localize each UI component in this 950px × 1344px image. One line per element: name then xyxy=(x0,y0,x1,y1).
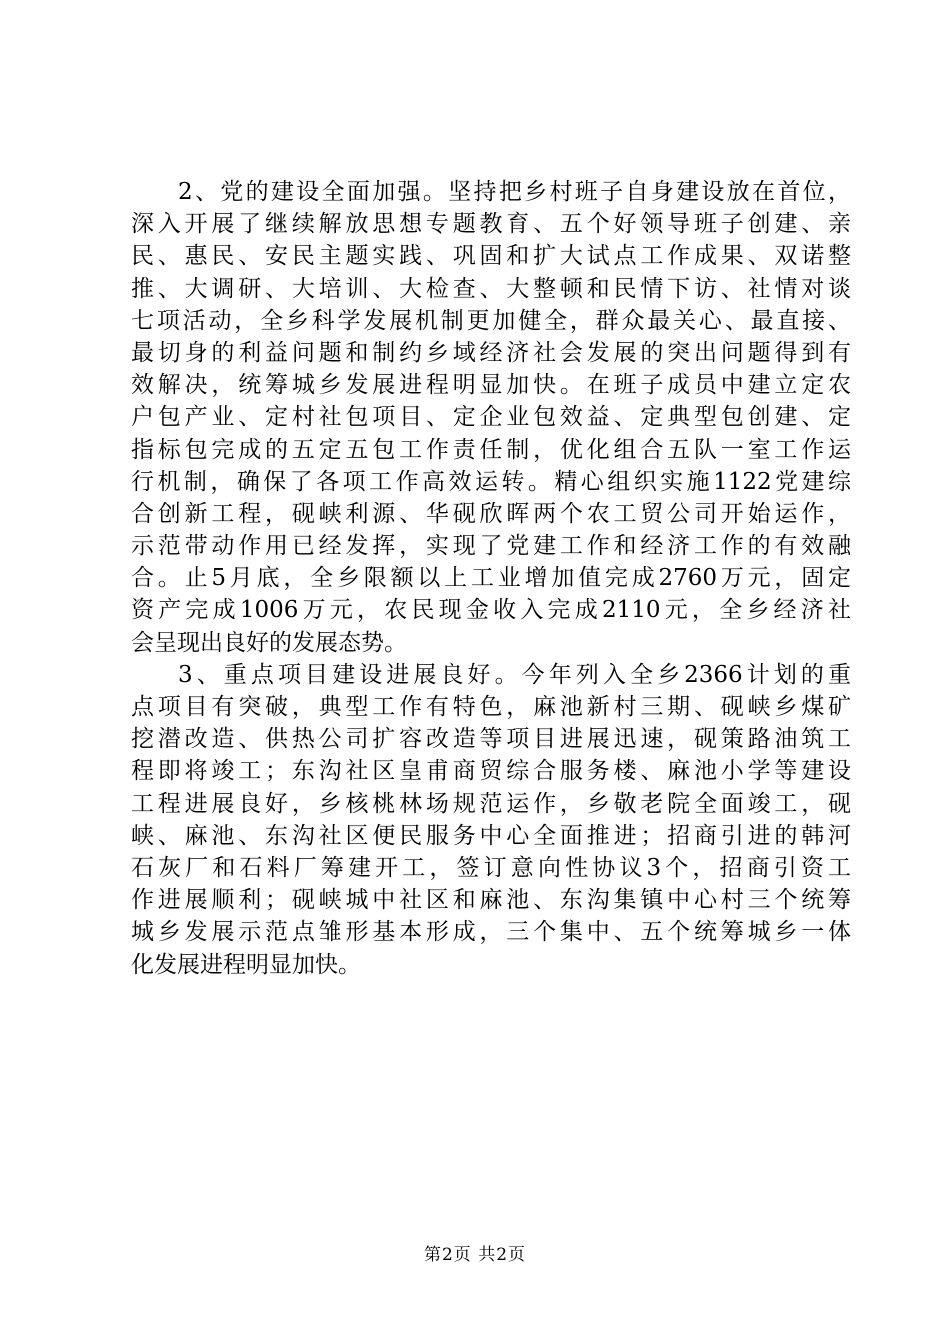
text-line: 指标包完成的五定五包工作责任制，优化组合五队一室工作运 xyxy=(131,436,851,463)
text-line: 点项目有突破，典型工作有特色，麻池新村三期、砚峡乡煤矿 xyxy=(131,694,851,720)
text-line: 石灰厂和石料厂筹建开工，签订意向性协议3个，招商引资工 xyxy=(131,854,851,881)
text-line: 推、大调研、大培训、大检查、大整顿和民情下访、社情对谈 xyxy=(131,275,851,302)
text-line: 2、党的建设全面加强。坚持把乡村班子自身建设放在首位， xyxy=(178,179,851,205)
text-line: 合创新工程，砚峡利源、华砚欣晖两个农工贸公司开始运作， xyxy=(131,500,851,527)
text-line: 工程进展良好，乡核桃林场规范运作，乡敬老院全面竣工，砚 xyxy=(131,790,851,817)
text-line: 资产完成1006万元，农民现金收入完成2110元，全乡经济社 xyxy=(131,597,851,624)
text-line: 作进展顺利；砚峡城中社区和麻池、东沟集镇中心村三个统筹 xyxy=(131,887,851,914)
text-line: 会呈现出良好的发展态势。 xyxy=(131,629,407,656)
text-line: 示范带动作用已经发挥，实现了党建工作和经济工作的有效融 xyxy=(131,533,851,560)
text-line: 最切身的利益问题和制约乡域经济社会发展的突出问题得到有 xyxy=(131,339,851,366)
text-line: 效解决，统筹城乡发展进程明显加快。在班子成员中建立定农 xyxy=(131,372,851,399)
document-body xyxy=(131,176,851,981)
text-line: 深入开展了继续解放思想专题教育、五个好领导班子创建、亲 xyxy=(131,211,851,238)
text-line: 化发展进程明显加快。 xyxy=(131,951,361,978)
text-line: 程即将竣工；东沟社区皇甫商贸综合服务楼、麻池小学等建设 xyxy=(131,758,851,785)
text-line: 户包产业、定村社包项目、定企业包效益、定典型包创建、定 xyxy=(131,404,851,431)
text-line: 峡、麻池、东沟社区便民服务中心全面推进；招商引进的韩河 xyxy=(131,822,851,849)
text-line: 挖潜改造、供热公司扩容改造等项目进展迅速，砚策路油筑工 xyxy=(131,726,851,753)
paragraph-key-projects xyxy=(131,659,851,981)
text-line: 行机制，确保了各项工作高效运转。精心组织实施1122党建综 xyxy=(131,468,851,495)
text-line: 3、重点项目建设进展良好。今年列入全乡2366计划的重 xyxy=(178,661,851,688)
paragraph-party-building xyxy=(131,176,851,659)
text-line: 七项活动，全乡科学发展机制更加健全，群众最关心、最直接、 xyxy=(131,307,851,334)
text-line: 城乡发展示范点雏形基本形成，三个集中、五个统筹城乡一体 xyxy=(131,919,851,946)
text-line: 合。止5月底，全乡限额以上工业增加值完成2760万元，固定 xyxy=(131,565,851,592)
text-line: 民、惠民、安民主题实践、巩固和扩大试点工作成果、双诺整 xyxy=(131,243,851,270)
page-footer: 第2页 共2页 xyxy=(423,1245,527,1265)
